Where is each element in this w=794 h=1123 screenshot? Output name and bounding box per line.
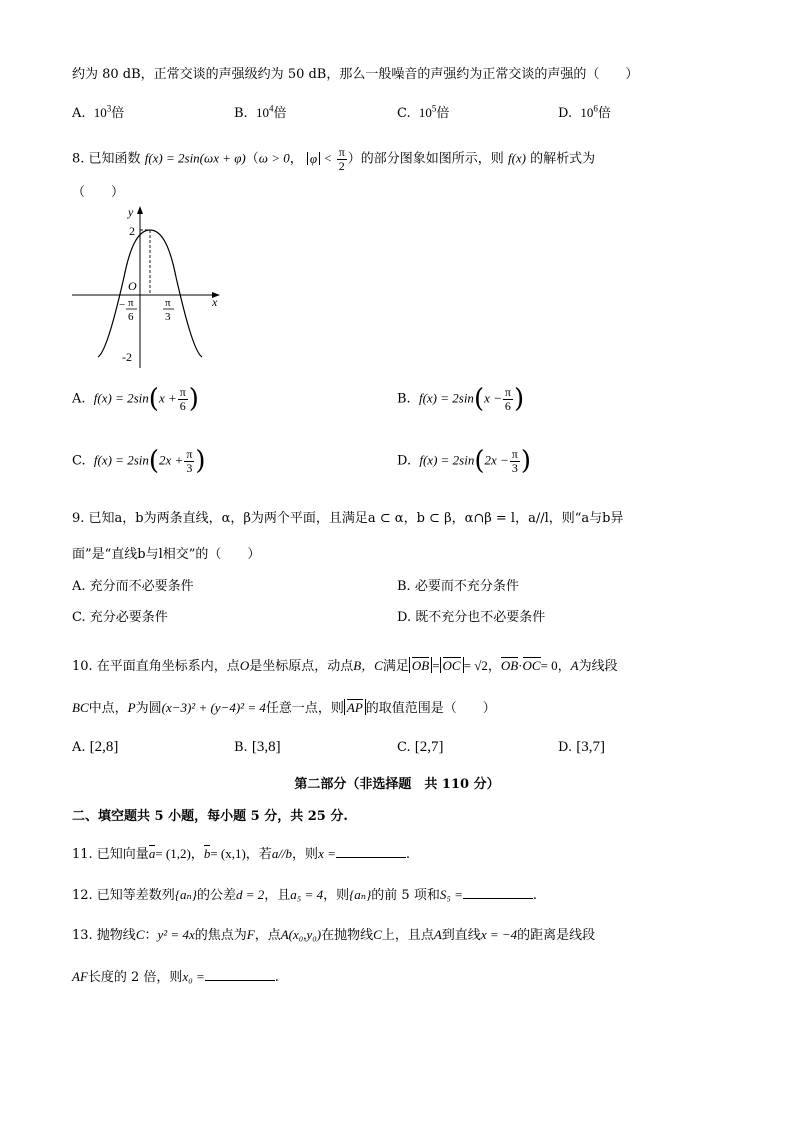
q10-option-c[interactable]: C. [2,7]	[397, 739, 444, 755]
y-axis-label: y	[128, 205, 134, 219]
q10-option-d[interactable]: D. [3,7]	[558, 739, 605, 755]
q7-option-c[interactable]: C. $10^5$倍	[397, 103, 450, 121]
max-label: 2	[129, 224, 135, 238]
q7-stem-tail: 约为 80 dB，正常交谈的声强级约为 50 dB，那么一般噪音的声强约为正常交谈的声强的（ ）	[72, 67, 639, 82]
q13-answer-blank[interactable]	[205, 980, 275, 981]
q9-stem-line1: 9. 已知a，b为两条直线，α，β为两个平面，且满足a ⊂ α，b ⊂ β，α∩β = l，a//l，则“a与b异	[72, 511, 624, 526]
q9-stem-line2: 面”是“直线b与l相交”的（ ）	[72, 547, 261, 562]
q10-stem-line1: 10. 在平面直角坐标系内，点O是坐标原点，动点B，C满足 OB = OC = √2，OB·OC= 0，A为线段	[72, 658, 618, 674]
q9-option-c[interactable]: C. 充分必要条件	[72, 610, 168, 625]
tick-neg-pi6-den: 6	[128, 311, 134, 323]
q12-stem: 12. 已知等差数列{aₙ}的公差d = 2，且a₅ = 4，则{aₙ}的前 5 项和S₅ = .	[72, 887, 538, 903]
y-axis-arrow	[137, 206, 143, 214]
q7-option-a[interactable]: A. $10^3$倍	[72, 103, 125, 121]
tick-neg-pi6-minus: −	[119, 299, 126, 311]
tick-neg-pi6-num: π	[128, 297, 134, 309]
q8-stem: 8. 已知函数 f(x) = 2sin(ωx + φ)（ω > 0， φ < $\frac{\pi}{2}$ ）的部分图象如图所示，则 f(x) 的解析式为	[72, 145, 596, 173]
q10-stem-line2: BC中点，P为圆(x−3)² + (y−4)² = 4任意一点，则 AP 的取值范围是（ ）	[72, 700, 496, 716]
q8-option-a[interactable]: A. f(x) = 2sin(x + $\frac{\pi}{6}$ )	[72, 384, 199, 415]
origin-label: O	[128, 279, 137, 293]
tick-pi3-den: 3	[165, 311, 171, 323]
q8-function: f(x) = 2sin(ωx + φ)	[144, 150, 246, 166]
part2-title: 第二部分（非选择题 共 110 分）	[294, 777, 500, 792]
section-fill-in-title: 二、填空题共 5 小题，每小题 5 分，共 25 分.	[72, 809, 348, 824]
q12-answer-blank[interactable]	[463, 898, 533, 899]
tick-pi3-num: π	[165, 297, 171, 309]
q13-stem-line2: AF长度的 2 倍，则x₀ = .	[72, 969, 279, 985]
q8-option-c[interactable]: C. f(x) = 2sin(2x + $\frac{\pi}{3}$ )	[72, 446, 206, 477]
q8-answer-paren: （ ）	[72, 185, 125, 200]
q11-answer-blank[interactable]	[336, 857, 406, 858]
q11-stem: 11. 已知向量a= (1,2)，b= (x,1)，若a//b，则x = .	[72, 846, 410, 862]
q8-option-b[interactable]: B. f(x) = 2sin(x − $\frac{\pi}{6}$ )	[397, 384, 525, 415]
q7-option-d[interactable]: D. $10^6$倍	[558, 103, 611, 121]
q8-option-d[interactable]: D. f(x) = 2sin(2x − $\frac{\pi}{3}$ )	[397, 446, 532, 477]
q9-option-a[interactable]: A. 充分而不必要条件	[72, 579, 194, 594]
q8-sine-graph	[66, 202, 226, 372]
q9-option-d[interactable]: D. 既不充分也不必要条件	[397, 610, 546, 625]
x-axis-label: x	[212, 295, 218, 309]
q10-option-b[interactable]: B. [3,8]	[234, 739, 281, 755]
sine-curve	[98, 230, 202, 357]
q7-option-b[interactable]: B. $10^4$倍	[234, 103, 287, 121]
min-label: -2	[122, 350, 132, 364]
q9-option-b[interactable]: B. 必要而不充分条件	[397, 579, 519, 594]
q13-stem-line1: 13. 抛物线C：y² = 4x的焦点为F，点A(x₀,y₀)在抛物线C上，且点A到直线x = −4的距离是线段	[72, 927, 596, 943]
q10-option-a[interactable]: A. [2,8]	[72, 739, 119, 755]
